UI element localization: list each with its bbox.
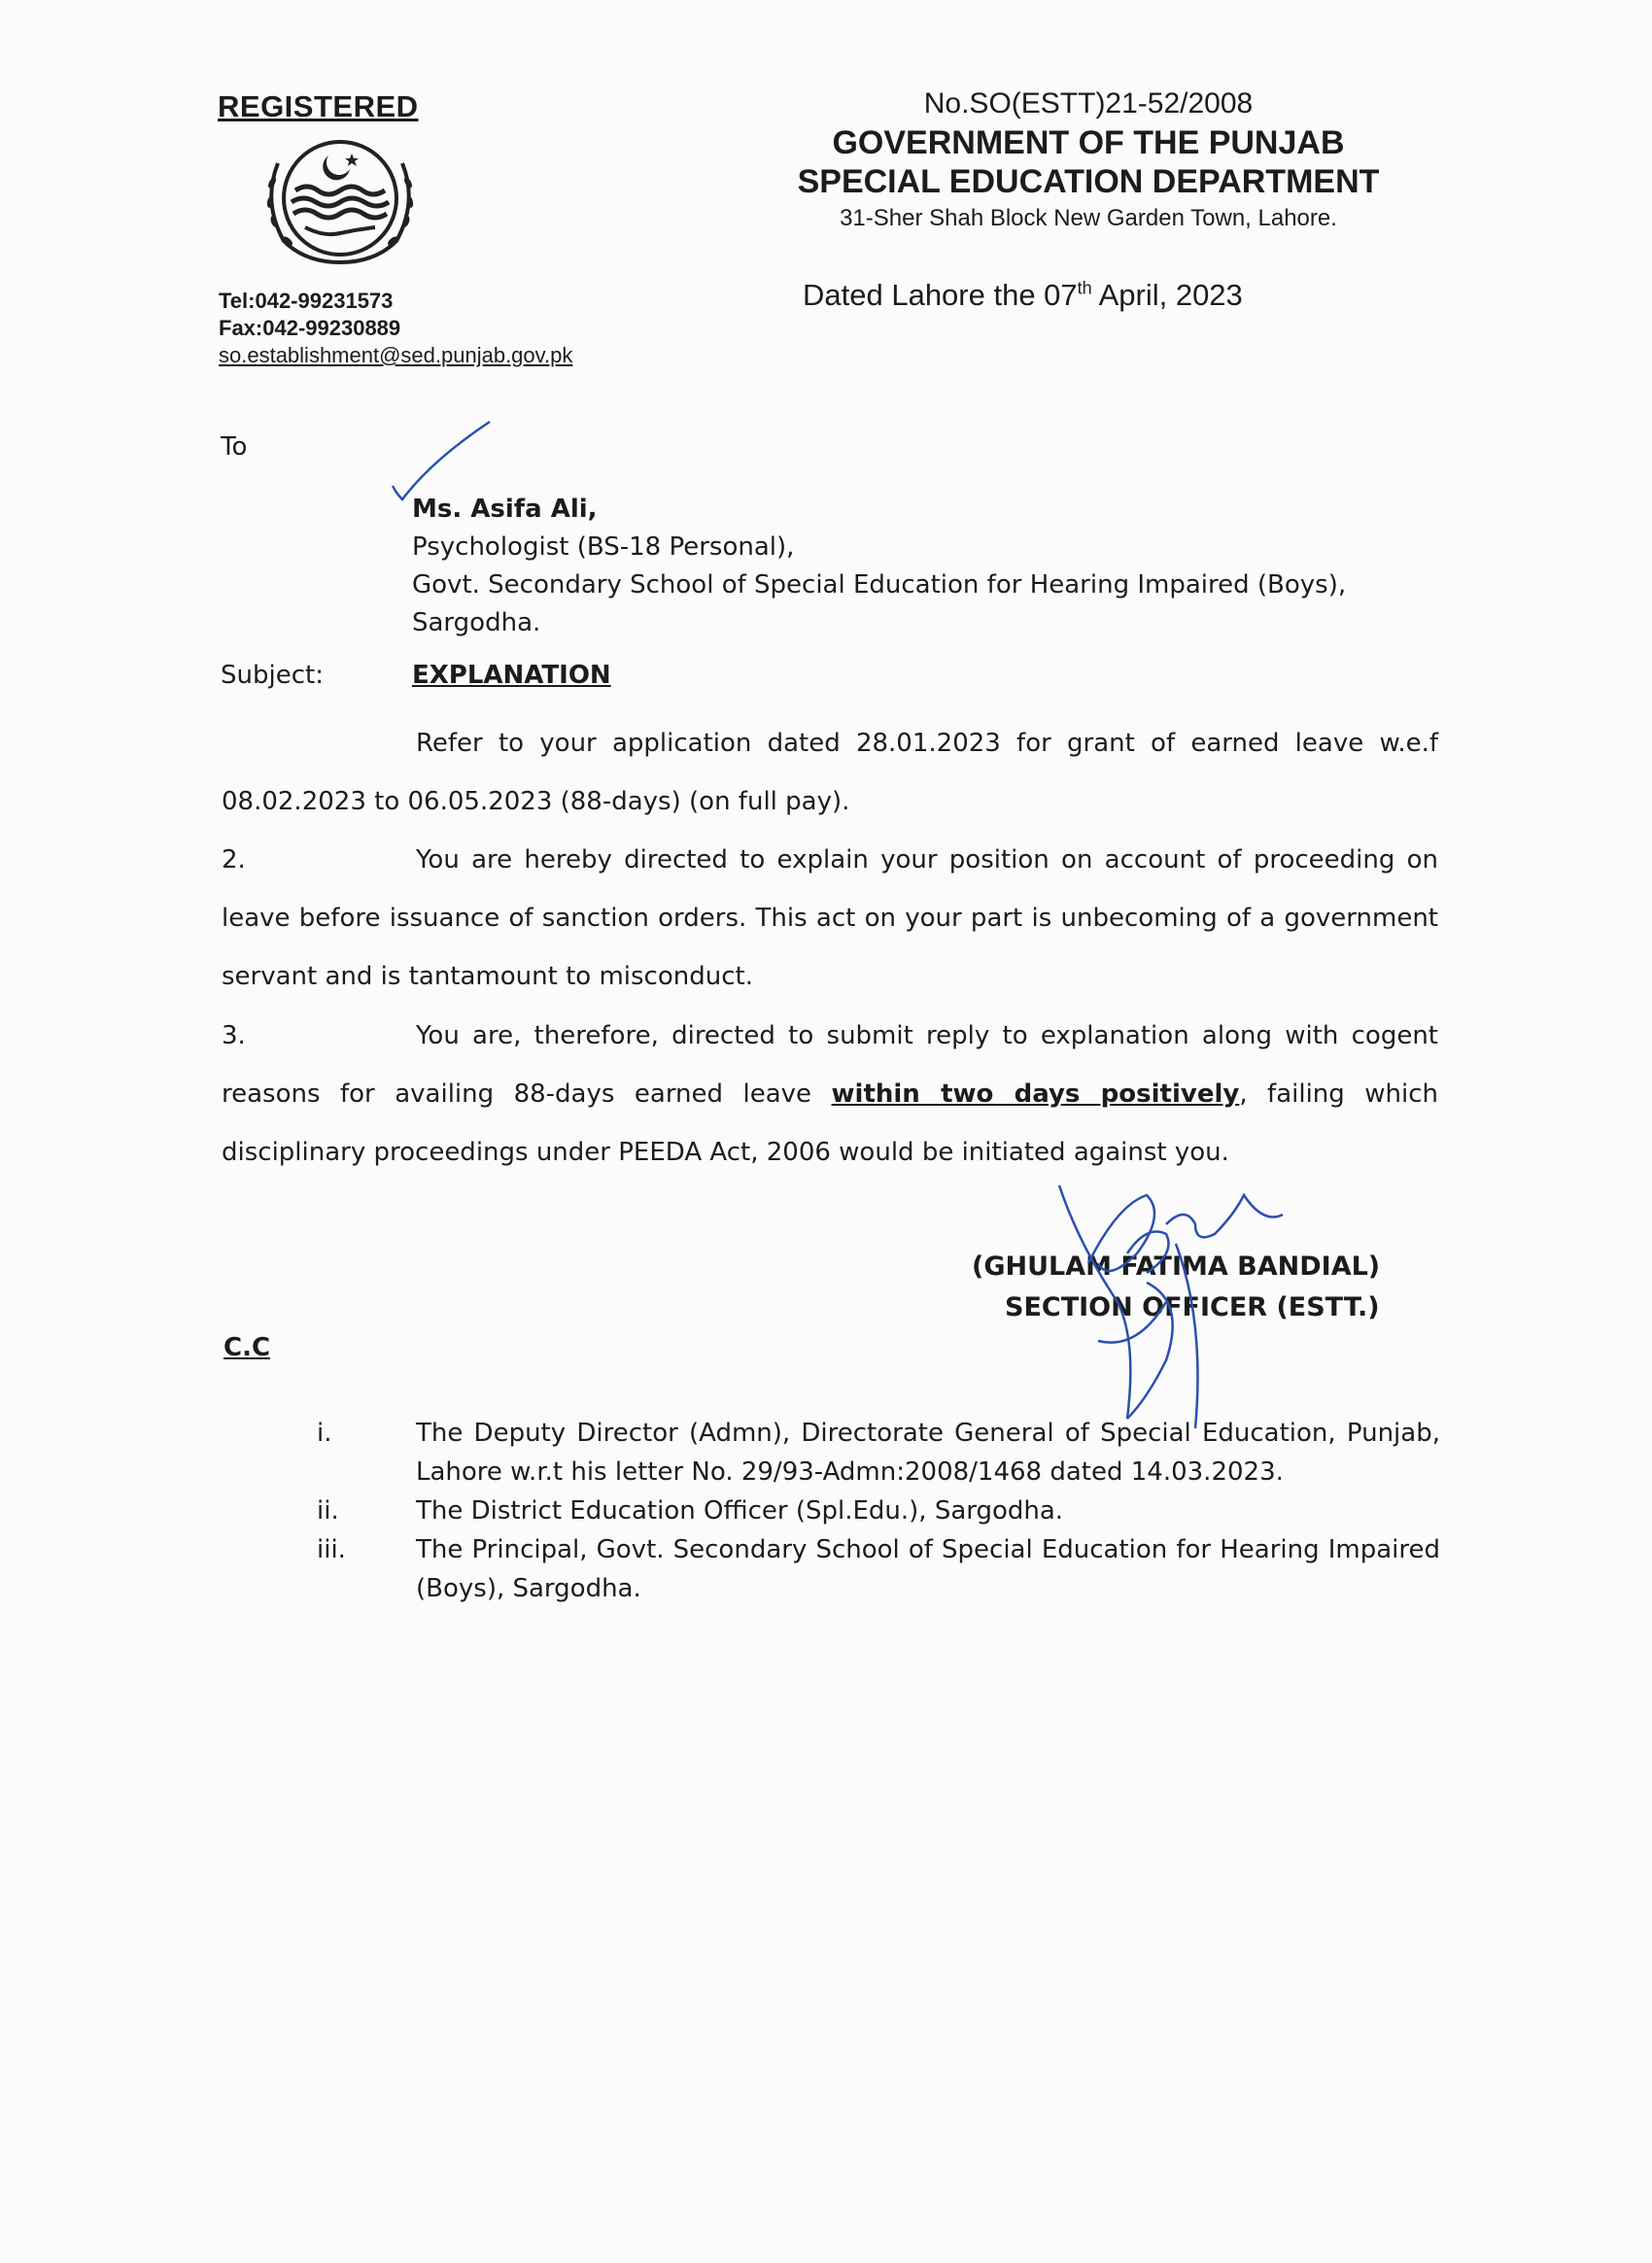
cc-item: [317, 1414, 1440, 1492]
paragraph-2-text: You are hereby directed to explain your position on account of proceeding on leave before issuance of sanction orders. This act on your part is unbecoming of a government servant and is tantamount to misconduct.: [222, 845, 1438, 991]
handwritten-signature-icon: [1030, 1147, 1322, 1438]
to-label: To: [221, 432, 248, 462]
paragraph-2: [222, 831, 1438, 1006]
paragraph-2-number: 2.: [222, 845, 246, 874]
government-title: GOVERNMENT OF THE PUNJAB: [832, 124, 1345, 161]
signatory-name: (GHULAM FATIMA BANDIAL): [972, 1252, 1381, 1282]
paragraph-1-text: Refer to your application dated 28.01.2023 for grant of earned leave w.e.f 08.02.2023 to 06.05.2023 (88-days) (on full pay).: [222, 729, 1438, 816]
subject-label: Subject:: [221, 661, 324, 690]
cc-item-text: The District Education Officer (Spl.Edu.), Sargodha.: [416, 1496, 1064, 1526]
contact-block: [219, 288, 572, 369]
cc-item: [317, 1492, 1440, 1530]
paragraph-3-emphasis: within two days positively: [831, 1080, 1240, 1109]
department-address: 31-Sher Shah Block New Garden Town, Lahore.: [840, 205, 1337, 231]
fax: Fax:042-99230889: [219, 316, 401, 340]
date-suffix-ordinal: th: [1077, 278, 1092, 298]
cc-label: C.C: [224, 1333, 271, 1362]
paragraph-1: [222, 714, 1438, 831]
signatory-title: SECTION OFFICER (ESTT.): [1005, 1292, 1380, 1322]
subject-value: EXPLANATION: [412, 661, 611, 690]
letter-date: [803, 278, 1243, 313]
email-link[interactable]: so.establishment@sed.punjab.gov.pk: [219, 343, 573, 367]
government-of-punjab-emblem-icon: [249, 134, 431, 272]
addressee-designation: Psychologist (BS-18 Personal),: [412, 532, 795, 562]
telephone: Tel:042-99231573: [219, 289, 394, 313]
paragraph-3-text-a: You are, therefore, directed to submit reply to explanation along with cogent reasons for availing 88-days earned leave: [222, 1021, 1438, 1109]
addressee-block: [412, 491, 1346, 642]
cc-item-number: i.: [317, 1419, 332, 1448]
paragraph-3-number: 3.: [222, 1021, 246, 1050]
reference-number: No.SO(ESTT)21-52/2008: [923, 87, 1254, 120]
addressee-city: Sargodha.: [412, 608, 541, 637]
cc-item-text: The Principal, Govt. Secondary School of Special Education for Hearing Impaired (Boys), Sargodha.: [416, 1535, 1440, 1603]
department-title: SPECIAL EDUCATION DEPARTMENT: [797, 163, 1380, 200]
cc-item-text: The Deputy Director (Admn), Directorate General of Special Education, Punjab, Lahore w.r.t his letter No. 29/93-Admn:2008/1468 dated 14.03.2023.: [416, 1419, 1440, 1487]
cc-list: [317, 1414, 1440, 1608]
paragraph-3-text-c: , failing which disciplinary proceedings under PEEDA Act, 2006 would be initiated against you.: [222, 1080, 1438, 1167]
registered-label: REGISTERED: [218, 89, 419, 123]
cc-item: [317, 1530, 1440, 1608]
date-month-year: April, 2023: [1091, 278, 1243, 312]
addressee-school: Govt. Secondary School of Special Education for Hearing Impaired (Boys),: [412, 570, 1347, 600]
addressee-name: Ms. Asifa Ali,: [412, 495, 598, 524]
cc-item-number: iii.: [317, 1535, 346, 1564]
date-prefix: Dated Lahore the 07: [803, 278, 1078, 312]
cc-item-number: ii.: [317, 1496, 339, 1526]
